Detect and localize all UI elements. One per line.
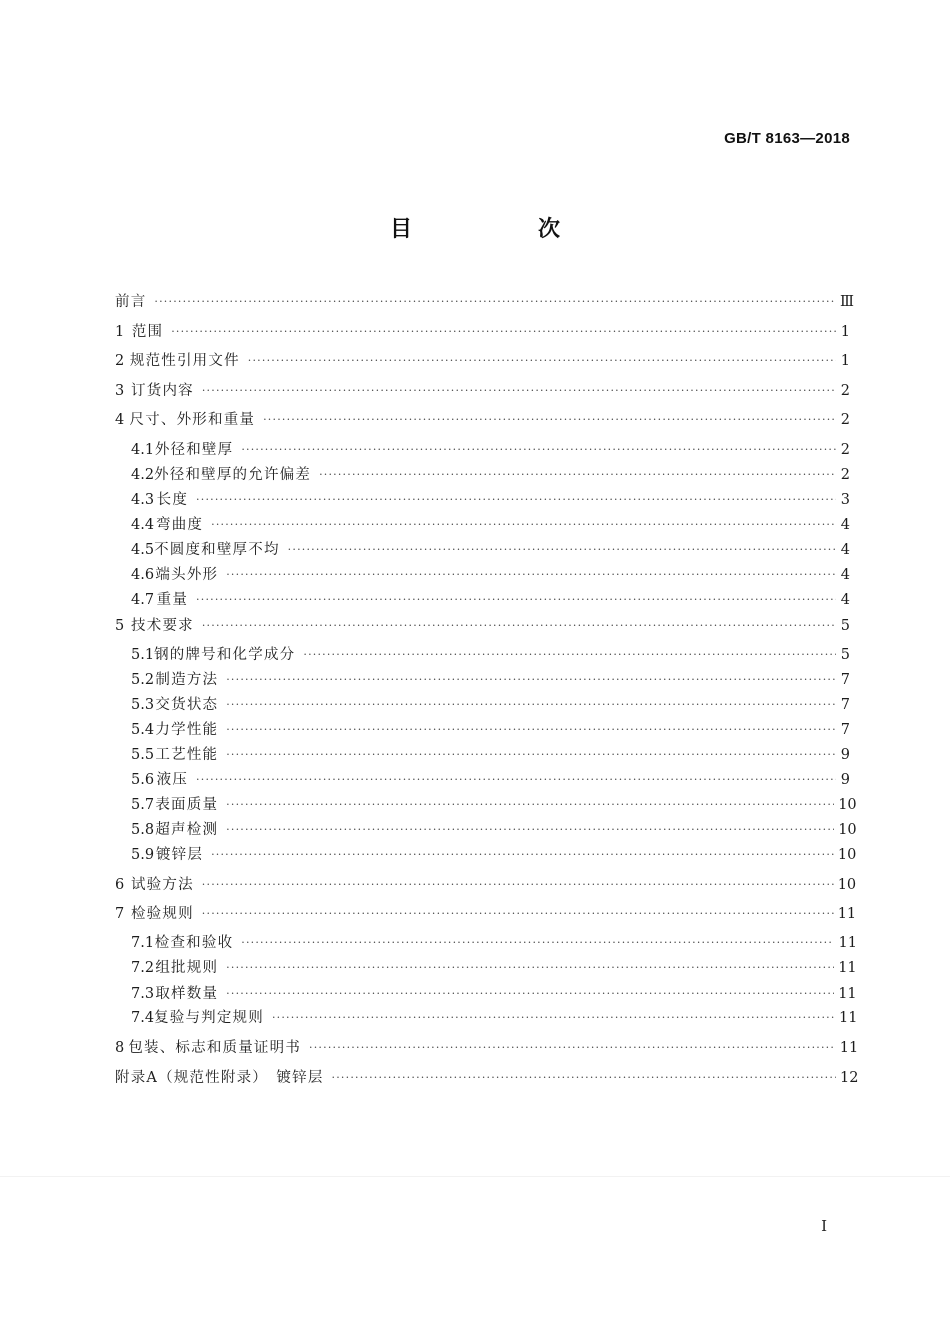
toc-entry[interactable] (131, 720, 850, 740)
toc-entry-number: 4.4 (131, 517, 155, 533)
toc-entry-page: 11 (838, 960, 857, 976)
toc-entry-number: 7.3 (131, 986, 155, 1002)
toc-entry-page: 1 (840, 324, 850, 340)
toc-dot-leader (226, 745, 836, 765)
toc-dot-leader (211, 845, 834, 865)
toc-entry-number: 4.5 (131, 542, 155, 558)
toc-entry[interactable] (131, 820, 857, 840)
toc-entry-label: 钢的牌号和化学成分 (154, 647, 296, 663)
toc-entry-page: 10 (837, 877, 857, 893)
toc-entry[interactable] (131, 933, 857, 953)
toc-entry-number: 1 (115, 324, 125, 340)
toc-entry[interactable] (131, 645, 850, 665)
toc-entry[interactable] (115, 322, 850, 342)
toc-entry-number: 5.2 (131, 672, 155, 688)
toc-entry-label: 技术要求 (131, 618, 194, 634)
toc-entry-page: 11 (837, 906, 857, 922)
toc-entry[interactable] (115, 292, 854, 312)
toc-entry-number: 7.1 (131, 935, 155, 951)
toc-entry-label: 制造方法 (155, 672, 219, 688)
toc-entry[interactable] (131, 745, 850, 765)
toc-entry-label: 不圆度和壁厚不均 (154, 542, 280, 558)
toc-entry-page: 11 (838, 935, 857, 951)
toc-entry-page: Ⅲ (839, 294, 854, 310)
toc-entry-number: 5 (115, 618, 125, 634)
toc-entry-page: 10 (837, 847, 857, 863)
toc-entry-page: 4 (840, 567, 850, 583)
toc-entry-label: 尺寸、外形和重量 (129, 412, 256, 428)
toc-entry-page: 5 (840, 647, 850, 663)
toc-entry-number: 5.3 (131, 697, 155, 713)
toc-entry-label: 交货状态 (155, 697, 219, 713)
toc-dot-leader (171, 322, 836, 342)
toc-entry-number: 8 (115, 1040, 125, 1056)
toc-entry-page: 9 (840, 747, 850, 763)
toc-dot-leader (202, 875, 834, 895)
toc-entry-number: 3 (115, 383, 125, 399)
toc-entry-number: 5.8 (131, 822, 155, 838)
toc-dot-leader (196, 770, 836, 790)
toc-entry[interactable] (115, 616, 850, 636)
toc-entry[interactable] (131, 565, 850, 585)
toc-dot-leader (226, 565, 836, 585)
toc-entry-number: 4.1 (131, 442, 155, 458)
toc-entry[interactable] (131, 1008, 858, 1028)
toc-dot-leader (263, 410, 836, 430)
toc-entry-number: 2 (115, 353, 125, 369)
toc-entry-page: 11 (838, 986, 857, 1002)
toc-dot-leader (154, 292, 836, 312)
toc-entry-label: 液压 (156, 772, 189, 788)
toc-dot-leader (309, 1038, 836, 1058)
toc-entry[interactable] (131, 465, 850, 485)
toc-entry-label: 范围 (131, 324, 164, 340)
toc-entry-page: 1 (840, 353, 850, 369)
toc-dot-leader (226, 795, 834, 815)
toc-entry[interactable] (131, 515, 850, 535)
toc-entry[interactable] (131, 795, 857, 815)
toc-entry-page: 2 (840, 383, 850, 399)
toc-entry-label: 超声检测 (155, 822, 219, 838)
toc-entry-page: 5 (840, 618, 850, 634)
toc-entry-page: 7 (840, 672, 850, 688)
toc-entry-number: 4.7 (131, 592, 155, 608)
toc-entry-number: 5.1 (131, 647, 155, 663)
toc-entry[interactable] (131, 670, 850, 690)
toc-dot-leader (196, 490, 836, 510)
toc-entry-number: 5.6 (131, 772, 155, 788)
toc-entry-page: 11 (839, 1040, 859, 1056)
toc-entry-page: 2 (840, 467, 850, 483)
toc-entry-label: 弯曲度 (156, 517, 204, 533)
toc-entry-label: 工艺性能 (155, 747, 219, 763)
toc-entry-page: 7 (840, 697, 850, 713)
toc-entry-label: 表面质量 (155, 797, 219, 813)
toc-dot-leader (202, 381, 836, 401)
toc-entry-page: 9 (840, 772, 850, 788)
toc-entry-number: 7.4 (131, 1010, 155, 1026)
toc-dot-leader (241, 933, 834, 953)
toc-entry-label: 复验与判定规则 (154, 1010, 264, 1026)
standard-code: GB/T 8163—2018 (724, 130, 850, 147)
toc-entry-number: 5.4 (131, 722, 155, 738)
toc-entry-page: 4 (840, 592, 850, 608)
toc-dot-leader (202, 616, 836, 636)
toc-entry-label: 外径和壁厚的允许偏差 (154, 467, 312, 483)
toc-entry-label: 包装、标志和质量证明书 (128, 1040, 302, 1056)
toc-entry-label: 力学性能 (155, 722, 219, 738)
toc-entry[interactable] (115, 875, 857, 895)
toc-entry-label: 长度 (156, 492, 189, 508)
toc-entry-page: 11 (839, 1010, 858, 1026)
page-number: I (821, 1217, 827, 1235)
toc-entry[interactable] (115, 904, 857, 924)
toc-dot-leader (211, 515, 836, 535)
toc-dot-leader (226, 695, 836, 715)
toc-entry-number: 4 (115, 412, 125, 428)
toc-dot-leader (288, 540, 836, 560)
toc-dot-leader (332, 1068, 836, 1088)
toc-entry-label: 镀锌层 (155, 847, 204, 863)
toc-entry-label: 检查和验收 (154, 935, 234, 951)
toc-entry[interactable] (131, 540, 850, 560)
toc-entry[interactable] (115, 1068, 859, 1088)
toc-dot-leader (202, 904, 834, 924)
toc-entry-number: 5.7 (131, 797, 155, 813)
toc-entry-label: 取样数量 (155, 986, 219, 1002)
toc-dot-leader (272, 1008, 835, 1028)
toc-entry-label: 检验规则 (130, 906, 194, 922)
toc-entry[interactable] (115, 410, 850, 430)
toc-entry-page: 2 (840, 442, 850, 458)
toc-entry-page: 3 (840, 492, 850, 508)
toc-entry[interactable] (131, 440, 850, 460)
toc-entry-label: 组批规则 (155, 960, 219, 976)
toc-entry-page: 2 (840, 412, 850, 428)
toc-entry-number: 5.9 (131, 847, 155, 863)
toc-entry-number: 6 (115, 877, 125, 893)
toc-entry-number: 4.3 (131, 492, 155, 508)
toc-entry-label: 订货内容 (131, 383, 194, 399)
toc-entry-label: 前言 (115, 294, 147, 310)
toc-entry-page: 12 (840, 1070, 859, 1086)
toc-dot-leader (226, 984, 834, 1004)
toc-entry-page: 4 (840, 517, 850, 533)
toc-entry-page: 4 (840, 542, 850, 558)
toc-entry[interactable] (131, 695, 850, 715)
toc-entry-label: 规范性引用文件 (129, 353, 240, 369)
toc-entry-label: 外径和壁厚 (154, 442, 234, 458)
toc-entry-number: 4.2 (131, 467, 155, 483)
toc-entry-number: 4.6 (131, 567, 155, 583)
toc-entry[interactable] (115, 381, 850, 401)
toc-entry-label: 端头外形 (155, 567, 219, 583)
toc-entry[interactable] (131, 984, 857, 1004)
toc-dot-leader (226, 820, 834, 840)
toc-entry-number: 7.2 (131, 960, 155, 976)
page-divider (0, 1176, 950, 1177)
toc-entry[interactable] (131, 490, 850, 510)
page-title: 目 次 (389, 217, 612, 242)
toc-entry[interactable] (131, 958, 857, 978)
toc-entry-page: 7 (840, 722, 850, 738)
toc-dot-leader (303, 645, 836, 665)
toc-dot-leader (319, 465, 836, 485)
toc-entry[interactable] (131, 590, 850, 610)
toc-dot-leader (226, 720, 836, 740)
toc-entry[interactable] (131, 770, 850, 790)
toc-dot-leader (226, 958, 834, 978)
toc-dot-leader (248, 351, 836, 371)
toc-entry-page: 10 (838, 822, 857, 838)
toc-dot-leader (196, 590, 836, 610)
toc-dot-leader (241, 440, 836, 460)
toc-entry[interactable] (115, 1038, 859, 1058)
toc-entry-page: 10 (838, 797, 857, 813)
toc-dot-leader (226, 670, 836, 690)
toc-entry-label: 附录A（规范性附录） 镀锌层 (115, 1070, 324, 1086)
toc-entry-number: 5.5 (131, 747, 155, 763)
toc-entry-label: 试验方法 (130, 877, 194, 893)
toc-entry[interactable] (131, 845, 857, 865)
toc-entry[interactable] (115, 351, 850, 371)
toc-entry-number: 7 (115, 906, 125, 922)
toc-entry-label: 重量 (156, 592, 189, 608)
